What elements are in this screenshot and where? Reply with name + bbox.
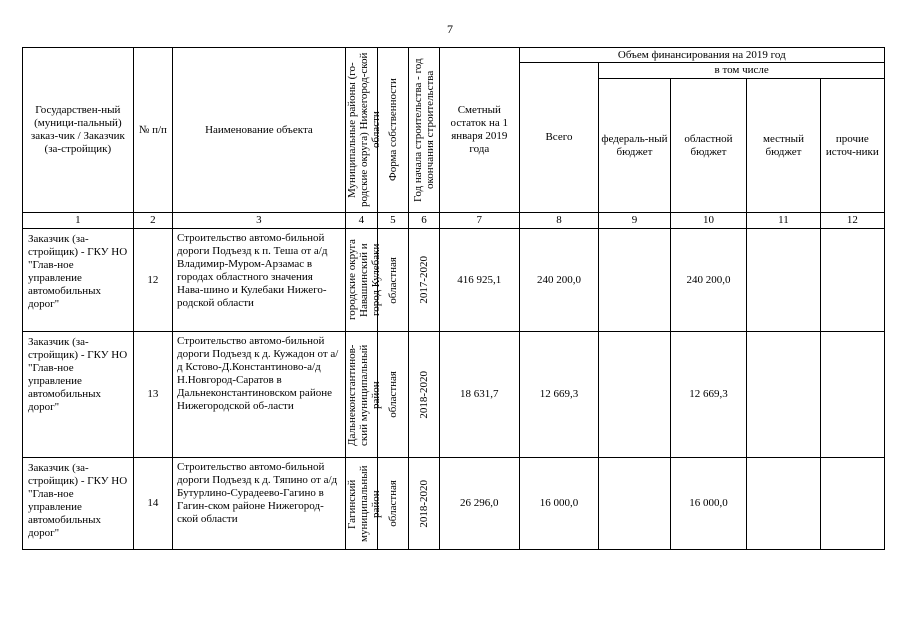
column-number: 8 <box>519 213 599 229</box>
local-cell <box>747 332 820 458</box>
header-years: Год начала строительства - год окончания строительства <box>408 48 439 213</box>
federal-cell <box>599 458 670 550</box>
total-cell: 240 200,0 <box>519 229 599 332</box>
regional-cell: 240 200,0 <box>670 229 747 332</box>
header-num: № п/п <box>133 48 172 213</box>
local-cell <box>747 458 820 550</box>
row-number: 13 <box>133 332 172 458</box>
header-customer: Государствен-ный (муници-пальный) заказ-чик / Заказчик (за-стройщик) <box>23 48 134 213</box>
table-row <box>23 458 885 550</box>
column-number: 3 <box>173 213 346 229</box>
table-row <box>23 229 885 332</box>
district-cell: Дальнеконстантинов-ский муниципальный район <box>345 332 377 458</box>
column-number: 11 <box>747 213 820 229</box>
regional-cell: 12 669,3 <box>670 332 747 458</box>
column-number: 10 <box>670 213 747 229</box>
column-number: 6 <box>408 213 439 229</box>
row-number: 14 <box>133 458 172 550</box>
header-regional: областной бюджет <box>670 79 747 213</box>
column-number: 12 <box>820 213 884 229</box>
ownership-cell: областная <box>377 229 408 332</box>
header-federal: федераль-ный бюджет <box>599 79 670 213</box>
years-cell: 2018-2020 <box>408 458 439 550</box>
district-cell: городские округа Навашинский и город Кулебаки <box>345 229 377 332</box>
header-remaining: Сметный остаток на 1 января 2019 года <box>439 48 519 213</box>
header-ownership: Форма собственности <box>377 48 408 213</box>
total-cell: 16 000,0 <box>519 458 599 550</box>
object-name-cell: Строительство автомо-бильной дороги Подъезд к п. Теша от а/д Владимир-Муром-Арзамас в городах областного значения Нава-шино и Кулебаки Нижего-родской области <box>173 229 346 332</box>
header-funding-title: Объем финансирования на 2019 год <box>519 48 884 63</box>
object-name-cell: Строительство автомо-бильной дороги Подъезд к д. Тяпино от а/д Бутурлино-Сурадеево-Гагино в Гагин-ском районе Нижегород-ской области <box>173 458 346 550</box>
ownership-cell: областная <box>377 458 408 550</box>
federal-cell <box>599 332 670 458</box>
total-cell: 12 669,3 <box>519 332 599 458</box>
financing-table <box>22 47 885 550</box>
remaining-cell: 26 296,0 <box>439 458 519 550</box>
ownership-cell: областная <box>377 332 408 458</box>
regional-cell: 16 000,0 <box>670 458 747 550</box>
years-cell: 2018-2020 <box>408 332 439 458</box>
header-total: Всего <box>519 63 599 213</box>
district-cell: Гагинский муниципальный район <box>345 458 377 550</box>
customer-cell: Заказчик (за-стройщик) - ГКУ НО "Глав-ное управление автомобильных дорог" <box>23 458 134 550</box>
column-number: 9 <box>599 213 670 229</box>
column-number-row <box>23 213 885 229</box>
header-districts: Муниципальные районы (го-родские округа) Нижегород-ской области <box>345 48 377 213</box>
page-number: 7 <box>447 22 453 36</box>
remaining-cell: 18 631,7 <box>439 332 519 458</box>
column-number: 1 <box>23 213 134 229</box>
header-including: в том числе <box>599 63 885 79</box>
row-number: 12 <box>133 229 172 332</box>
column-number: 5 <box>377 213 408 229</box>
column-number: 4 <box>345 213 377 229</box>
years-cell: 2017-2020 <box>408 229 439 332</box>
column-number: 2 <box>133 213 172 229</box>
customer-cell: Заказчик (за-стройщик) - ГКУ НО "Глав-ное управление автомобильных дорог" <box>23 332 134 458</box>
header-object-name: Наименование объекта <box>173 48 346 213</box>
column-number: 7 <box>439 213 519 229</box>
other-cell <box>820 332 884 458</box>
remaining-cell: 416 925,1 <box>439 229 519 332</box>
customer-cell: Заказчик (за-стройщик) - ГКУ НО "Глав-ное управление автомобильных дорог" <box>23 229 134 332</box>
table-row <box>23 332 885 458</box>
other-cell <box>820 229 884 332</box>
other-cell <box>820 458 884 550</box>
header-other: прочие источ-ники <box>820 79 884 213</box>
object-name-cell: Строительство автомо-бильной дороги Подъезд к д. Кужадон от а/д Кстово-Д.Константиново-а/д Н.Новгород-Саратов в Дальнеконстантиновском районе Нижегородской об-ласти <box>173 332 346 458</box>
local-cell <box>747 229 820 332</box>
header-local: местный бюджет <box>747 79 820 213</box>
federal-cell <box>599 229 670 332</box>
